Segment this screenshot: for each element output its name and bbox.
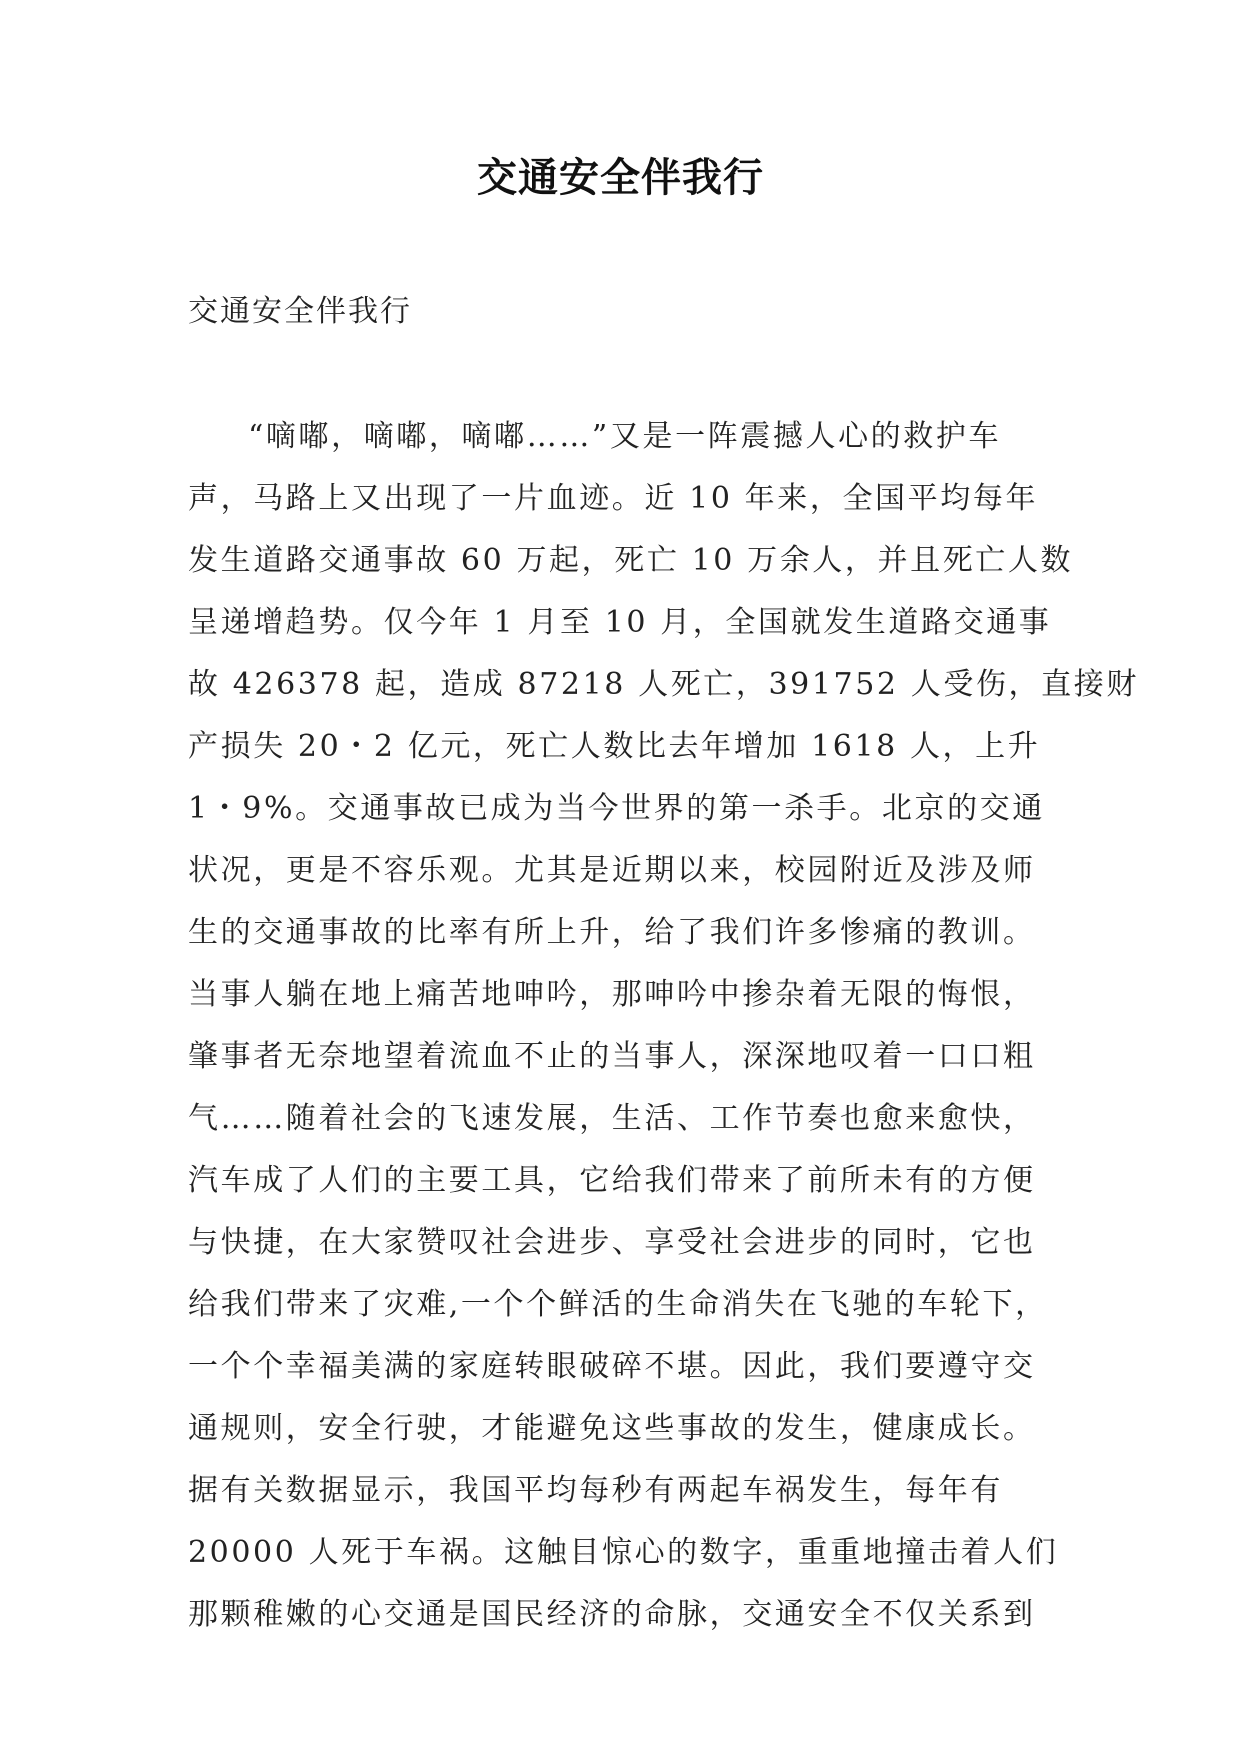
body-line: 与快捷，在大家赞叹社会进步、享受社会进步的同时，它也 — [188, 1225, 1036, 1260]
body-line: 20000 人死于车祸。这触目惊心的数字，重重地撞击着人们 — [188, 1535, 1059, 1570]
body-line: 给我们带来了灾难,一个个鲜活的生命消失在飞驰的车轮下， — [188, 1287, 1048, 1322]
body-line: 产损失 20・2 亿元，死亡人数比去年增加 1618 人，上升 — [188, 729, 1041, 764]
body-line: 一个个幸福美满的家庭转眼破碎不堪。因此，我们要遵守交 — [188, 1349, 1036, 1384]
body-line: 1・9%。交通事故已成为当今世界的第一杀手。北京的交通 — [188, 791, 1045, 826]
body-line: 状况，更是不容乐观。尤其是近期以来，校园附近及涉及师 — [188, 853, 1036, 888]
body-line: “嘀嘟，嘀嘟，嘀嘟……”又是一阵震撼人心的救护车 — [248, 419, 1002, 454]
document-title: 交通安全伴我行 — [477, 155, 764, 201]
body-line: 呈递增趋势。仅今年 1 月至 10 月，全国就发生道路交通事 — [188, 605, 1052, 640]
body-line: 当事人躺在地上痛苦地呻吟，那呻吟中掺杂着无限的悔恨， — [188, 977, 1036, 1012]
body-line: 肇事者无奈地望着流血不止的当事人，深深地叹着一口口粗 — [188, 1039, 1036, 1074]
body-line: 那颗稚嫩的心交通是国民经济的命脉，交通安全不仅关系到 — [188, 1597, 1036, 1632]
body-line: 汽车成了人们的主要工具，它给我们带来了前所未有的方便 — [188, 1163, 1036, 1198]
body-line: 发生道路交通事故 60 万起，死亡 10 万余人，并且死亡人数 — [188, 543, 1074, 578]
body-line: 生的交通事故的比率有所上升，给了我们许多惨痛的教训。 — [188, 915, 1036, 950]
body-paragraph — [188, 406, 1139, 1646]
body-line: 通规则，安全行驶，才能避免这些事故的发生，健康成长。 — [188, 1411, 1036, 1446]
body-line: 据有关数据显示，我国平均每秒有两起车祸发生，每年有 — [188, 1473, 1003, 1508]
body-line: 故 426378 起，造成 87218 人死亡，391752 人受伤，直接财 — [188, 667, 1139, 702]
body-line: 气……随着社会的飞速发展，生活、工作节奏也愈来愈快， — [188, 1101, 1036, 1136]
body-line: 声，马路上又出现了一片血迹。近 10 年来，全国平均每年 — [188, 481, 1039, 516]
document-subtitle: 交通安全伴我行 — [188, 294, 412, 329]
